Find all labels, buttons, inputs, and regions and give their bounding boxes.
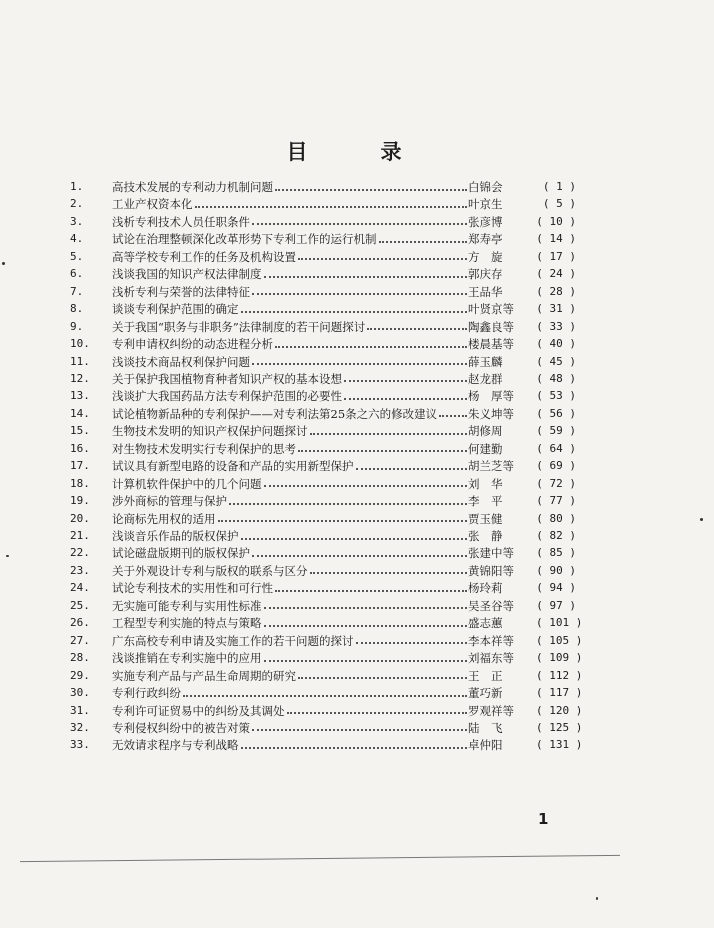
toc-entry-author: 黄锦阳等 <box>468 563 514 578</box>
toc-entry-page: ( 48 ) <box>536 371 576 385</box>
toc-entry-author: 陶鑫良等 <box>468 319 514 334</box>
toc-entry <box>0 387 714 405</box>
toc-entry-author: 杨 厚等 <box>468 389 514 404</box>
toc-entry-title: 工程型专利实施的特点与策略 <box>112 616 262 631</box>
toc-entry-title: 浅谈技术商品权利保护问题 <box>112 354 250 369</box>
toc-entry-page: ( 56 ) <box>536 406 576 420</box>
toc-entry-page: ( 80 ) <box>536 511 576 525</box>
toc-entry-author: 郑寿亭 <box>468 232 503 247</box>
toc-entry-leader <box>112 335 467 353</box>
toc-entry <box>0 283 714 301</box>
toc-entry <box>0 178 714 196</box>
dot-leader <box>298 258 467 260</box>
toc-entry-page: ( 24 ) <box>536 267 576 281</box>
toc-entry-number: 33. <box>70 738 90 752</box>
toc-entry-page: ( 90 ) <box>536 563 576 577</box>
toc-entry-author: 白锦会 <box>468 180 503 194</box>
toc-entry-page: ( 109 ) <box>536 651 583 665</box>
toc-entry <box>0 597 714 615</box>
toc-entry-title: 专利许可证贸易中的纠纷及其调处 <box>112 703 285 718</box>
toc-entry-title: 论商标先用权的适用 <box>112 511 216 526</box>
toc-entry <box>0 527 714 545</box>
toc-entry-number: 10. <box>70 337 90 351</box>
toc-entry-author: 李本祥等 <box>468 633 514 648</box>
toc-entry-title: 高等学校专利工作的任务及机构设置 <box>112 249 296 264</box>
dot-leader <box>344 398 467 400</box>
toc-entry-number: 11. <box>70 354 90 368</box>
toc-entry-number: 6. <box>70 267 84 281</box>
toc-entry-number: 24. <box>70 581 90 595</box>
toc-entry-number: 19. <box>70 494 90 508</box>
toc-entry-leader <box>112 562 467 580</box>
toc-entry-author: 叶京生 <box>468 197 503 212</box>
toc-entry <box>0 195 714 213</box>
toc-entry-page: ( 131 ) <box>536 738 583 752</box>
dot-leader <box>183 695 467 697</box>
dot-leader <box>310 572 468 574</box>
toc-entry-leader <box>112 353 467 371</box>
page-title: 目 录 <box>286 140 428 164</box>
toc-entry <box>0 265 714 283</box>
toc-entry <box>0 579 714 597</box>
toc-entry-number: 16. <box>70 441 90 455</box>
toc-entry-title: 对生物技术发明实行专利保护的思考 <box>112 441 296 456</box>
toc-entry <box>0 230 714 248</box>
dot-leader <box>264 607 468 609</box>
toc-entry-page: ( 28 ) <box>536 284 576 298</box>
toc-entry <box>0 213 714 231</box>
toc-entry-page: ( 105 ) <box>536 633 583 647</box>
toc-entry-number: 29. <box>70 668 90 682</box>
toc-entry-title: 高技术发展的专利动力机制问题 <box>112 180 273 194</box>
toc-entry <box>0 457 714 475</box>
toc-entry-leader <box>112 614 467 632</box>
dot-leader <box>287 712 468 714</box>
toc-entry-title: 关于我国“职务与非职务”法律制度的若干问题探讨 <box>112 319 366 334</box>
toc-entry-author: 杨玲莉 <box>468 581 503 596</box>
toc-entry <box>0 632 714 650</box>
dot-leader <box>310 433 468 435</box>
toc-entry-title: 专利侵权纠纷中的被告对策 <box>112 720 250 735</box>
toc-entry-leader <box>112 510 467 528</box>
toc-entry <box>0 719 714 737</box>
toc-entry-page: ( 120 ) <box>536 703 583 717</box>
dot-leader <box>264 276 468 278</box>
toc-entry-number: 14. <box>70 406 90 420</box>
toc-entry <box>0 248 714 266</box>
dot-leader <box>298 450 467 452</box>
toc-entry-number: 22. <box>70 546 90 560</box>
toc-entry-title: 专利申请权纠纷的动态进程分析 <box>112 337 273 352</box>
toc-entry-leader <box>112 719 467 737</box>
dot-leader <box>252 223 467 225</box>
toc-entry-leader <box>112 300 467 318</box>
toc-entry <box>0 510 714 528</box>
toc-entry-author: 卓仲阳 <box>468 738 503 753</box>
dot-leader <box>241 538 468 540</box>
toc-entry-page: ( 1 ) <box>542 180 576 193</box>
toc-entry-number: 1. <box>70 180 84 193</box>
toc-entry-page: ( 85 ) <box>536 546 576 560</box>
toc-entry-author: 张彦博 <box>468 214 503 229</box>
dot-leader <box>344 380 467 382</box>
toc-entry-number: 3. <box>70 214 84 228</box>
dot-leader <box>356 468 468 470</box>
dot-leader <box>298 677 467 679</box>
toc-entry-page: ( 112 ) <box>536 668 583 682</box>
toc-entry <box>0 335 714 353</box>
toc-entry-number: 27. <box>70 633 90 647</box>
toc-entry-author: 刘 华 <box>468 476 503 491</box>
toc-entry-title: 试论植物新品种的专利保护——对专利法第25条之六的修改建议 <box>112 406 438 421</box>
toc-entry-number: 4. <box>70 232 84 246</box>
toc-entry <box>0 492 714 510</box>
toc-entry-author: 郭庆存 <box>468 267 503 282</box>
dot-leader <box>252 363 467 365</box>
toc-entry-leader <box>112 649 467 667</box>
toc-entry-leader <box>112 457 467 475</box>
toc-entry-page: ( 53 ) <box>536 389 576 403</box>
toc-entry-title: 试论专利技术的实用性和可行性 <box>112 581 273 596</box>
toc-entry-number: 17. <box>70 459 90 473</box>
toc-entry-title: 生物技术发明的知识产权保护问题探讨 <box>112 424 308 439</box>
toc-entry-number: 7. <box>70 284 84 298</box>
toc-entry <box>0 614 714 632</box>
toc-entry-author: 胡兰芝等 <box>468 459 514 474</box>
toc-entry-author: 朱义坤等 <box>468 406 514 421</box>
dot-leader <box>379 241 468 243</box>
toc-entry <box>0 702 714 720</box>
toc-entry-author: 赵龙群 <box>468 371 503 386</box>
toc-entry-leader <box>112 370 467 388</box>
dot-leader <box>252 729 467 731</box>
toc-entry-leader <box>112 248 467 266</box>
toc-entry-leader <box>112 265 467 283</box>
toc-entry-author: 张 静 <box>468 529 503 543</box>
toc-entry <box>0 649 714 667</box>
dot-leader <box>264 660 468 662</box>
toc-entry-leader <box>112 195 467 213</box>
toc-entry <box>0 318 714 336</box>
dot-leader <box>195 206 468 208</box>
toc-entry-number: 9. <box>70 319 84 333</box>
toc-entry-leader <box>112 405 467 423</box>
toc-entry-title: 关于保护我国植物育种者知识产权的基本设想 <box>112 371 342 386</box>
toc-entry-leader <box>112 318 467 336</box>
toc-entry-author: 楼晨基等 <box>468 337 514 352</box>
toc-entry-leader <box>112 492 467 510</box>
toc-entry-author: 陆 飞 <box>468 720 503 735</box>
toc-entry-title: 涉外商标的管理与保护 <box>112 494 227 509</box>
dot-leader <box>252 293 467 295</box>
toc-entry-leader <box>112 475 467 493</box>
toc-entry-author: 王 正 <box>468 668 503 683</box>
toc-entry-author: 叶贤京等 <box>468 302 514 317</box>
toc-entry <box>0 300 714 318</box>
dot-leader <box>218 520 468 522</box>
toc-entry-leader <box>112 544 467 562</box>
dot-leader <box>241 747 468 749</box>
toc-entry-page: ( 31 ) <box>536 302 576 316</box>
toc-entry-page: ( 117 ) <box>536 686 583 700</box>
toc-entry <box>0 370 714 388</box>
toc-entry-page: ( 33 ) <box>536 319 576 333</box>
toc-entry-author: 刘福东等 <box>468 651 514 666</box>
toc-entry-title: 关于外观设计专利与版权的联系与区分 <box>112 563 308 578</box>
toc-entry-title: 浅谈我国的知识产权法律制度 <box>112 267 262 282</box>
toc-entry-title: 浅谈扩大我国药品方法专利保护范围的必要性 <box>112 389 342 404</box>
toc-entry-number: 23. <box>70 563 90 577</box>
bottom-rule <box>20 855 620 862</box>
dot-leader <box>252 555 467 557</box>
toc-entry-title: 广东高校专利申请及实施工作的若干问题的探讨 <box>112 633 354 648</box>
toc-entry-number: 32. <box>70 720 90 734</box>
toc-entry-page: ( 5 ) <box>542 197 576 211</box>
dot-leader <box>439 415 467 417</box>
toc-entry-leader <box>112 579 467 597</box>
dot-leader <box>264 485 468 487</box>
toc-entry-page: ( 10 ) <box>536 214 576 228</box>
toc-entry-leader <box>112 667 467 685</box>
toc-entry-page: ( 77 ) <box>536 494 576 508</box>
scan-speck <box>6 555 9 557</box>
toc-entry-author: 罗观祥等 <box>468 703 514 718</box>
toc-entry <box>0 422 714 440</box>
toc-entry-author: 何建勤 <box>468 441 503 456</box>
toc-entry-author: 张建中等 <box>468 546 514 561</box>
toc-entry-number: 30. <box>70 686 90 700</box>
toc-entry-title: 谈谈专利保护范围的确定 <box>112 302 239 317</box>
toc-entry <box>0 405 714 423</box>
dot-leader <box>241 311 468 313</box>
toc-entry-title: 浅析专利与荣誉的法律特征 <box>112 284 250 299</box>
toc-entry-leader <box>112 440 467 458</box>
toc-entry-title: 试论磁盘版期刊的版权保护 <box>112 546 250 561</box>
toc-entry-title: 试议具有新型电路的设备和产品的实用新型保护 <box>112 459 354 474</box>
toc-entry-author: 董巧新 <box>468 686 503 701</box>
toc-entry-author: 李 平 <box>468 494 503 509</box>
toc-entry-leader <box>112 632 467 650</box>
toc-entry <box>0 475 714 493</box>
toc-entry-title: 浅谈推销在专利实施中的应用 <box>112 651 262 666</box>
dot-leader <box>275 346 467 348</box>
toc-entry-number: 20. <box>70 511 90 525</box>
toc-entry-page: ( 40 ) <box>536 337 576 351</box>
toc-entry-number: 21. <box>70 529 90 542</box>
toc-entry-leader <box>112 736 467 754</box>
scan-speck <box>2 262 5 265</box>
scan-speck <box>700 518 703 521</box>
toc-entry <box>0 353 714 371</box>
toc-entry-number: 31. <box>70 703 90 717</box>
toc-entry-author: 胡修周 <box>468 424 503 439</box>
toc-entry <box>0 440 714 458</box>
toc-entry-page: ( 125 ) <box>536 720 583 734</box>
toc-entry-title: 浅析专利技术人员任职条件 <box>112 214 250 229</box>
toc-entry-number: 13. <box>70 389 90 403</box>
toc-entry-page: ( 101 ) <box>536 616 583 630</box>
toc-entry-author: 薛玉麟 <box>468 354 503 369</box>
dot-leader <box>275 590 467 592</box>
toc-entry-number: 8. <box>70 302 84 316</box>
toc-entry-page: ( 94 ) <box>536 581 576 595</box>
toc-entry-author: 贾玉健 <box>468 511 503 526</box>
dot-leader <box>356 642 468 644</box>
toc-entry-page: ( 82 ) <box>536 529 576 542</box>
toc-entry <box>0 544 714 562</box>
dot-leader <box>367 328 467 330</box>
toc-entry-leader <box>112 230 467 248</box>
toc-entry-number: 15. <box>70 424 90 438</box>
toc-entry-title: 计算机软件保护中的几个问题 <box>112 476 262 491</box>
toc-entry-title: 无实施可能专利与实用性标准 <box>112 598 262 613</box>
toc-entry-leader <box>112 527 467 545</box>
toc-entry-leader <box>112 178 467 196</box>
toc-entry-page: ( 72 ) <box>536 476 576 490</box>
toc-entry-page: ( 97 ) <box>536 598 576 612</box>
dot-leader <box>264 625 468 627</box>
toc-entry <box>0 667 714 685</box>
toc-entry-title: 实施专利产品与产品生命周期的研究 <box>112 668 296 683</box>
toc-entry-leader <box>112 422 467 440</box>
toc-entry-number: 25. <box>70 598 90 612</box>
dot-leader <box>275 189 467 191</box>
page-number: 1 <box>538 810 549 828</box>
toc-entry-number: 12. <box>70 371 90 385</box>
toc-entry-page: ( 17 ) <box>536 249 576 263</box>
toc-entry-page: ( 69 ) <box>536 459 576 473</box>
toc-entry-number: 26. <box>70 616 90 630</box>
toc-entry-author: 王品华 <box>468 284 503 299</box>
toc-entry-title: 工业产权资本化 <box>112 197 193 212</box>
toc-entry-page: ( 59 ) <box>536 424 576 438</box>
toc-entry-author: 方 旋 <box>468 249 503 264</box>
toc-entry-leader <box>112 597 467 615</box>
toc-entry-author: 吴圣谷等 <box>468 598 514 613</box>
toc-entry-number: 18. <box>70 476 90 490</box>
toc-entry-title: 浅谈音乐作品的版权保护 <box>112 529 239 543</box>
toc-entry-page: ( 64 ) <box>536 441 576 455</box>
toc-entry-title: 试论在治理整顿深化改革形势下专利工作的运行机制 <box>112 232 377 247</box>
toc-entry-leader <box>112 684 467 702</box>
toc-entry-leader <box>112 213 467 231</box>
toc-entry-title: 专利行政纠纷 <box>112 686 181 701</box>
toc-entry-leader <box>112 702 467 720</box>
toc-entry-number: 2. <box>70 197 84 211</box>
toc-entry <box>0 684 714 702</box>
dot-leader <box>229 503 467 505</box>
toc-entry-number: 28. <box>70 651 90 665</box>
toc-entry-page: ( 45 ) <box>536 354 576 368</box>
toc-entry-leader <box>112 387 467 405</box>
toc-entry-title: 无效请求程序与专利战略 <box>112 738 239 753</box>
toc-entry-leader <box>112 283 467 301</box>
toc-entry-author: 盛志蕙 <box>468 616 503 631</box>
toc-entry <box>0 736 714 754</box>
toc-entry-number: 5. <box>70 249 84 263</box>
scan-speck <box>596 897 598 900</box>
toc-entry-page: ( 14 ) <box>536 232 576 246</box>
toc-entry <box>0 562 714 580</box>
